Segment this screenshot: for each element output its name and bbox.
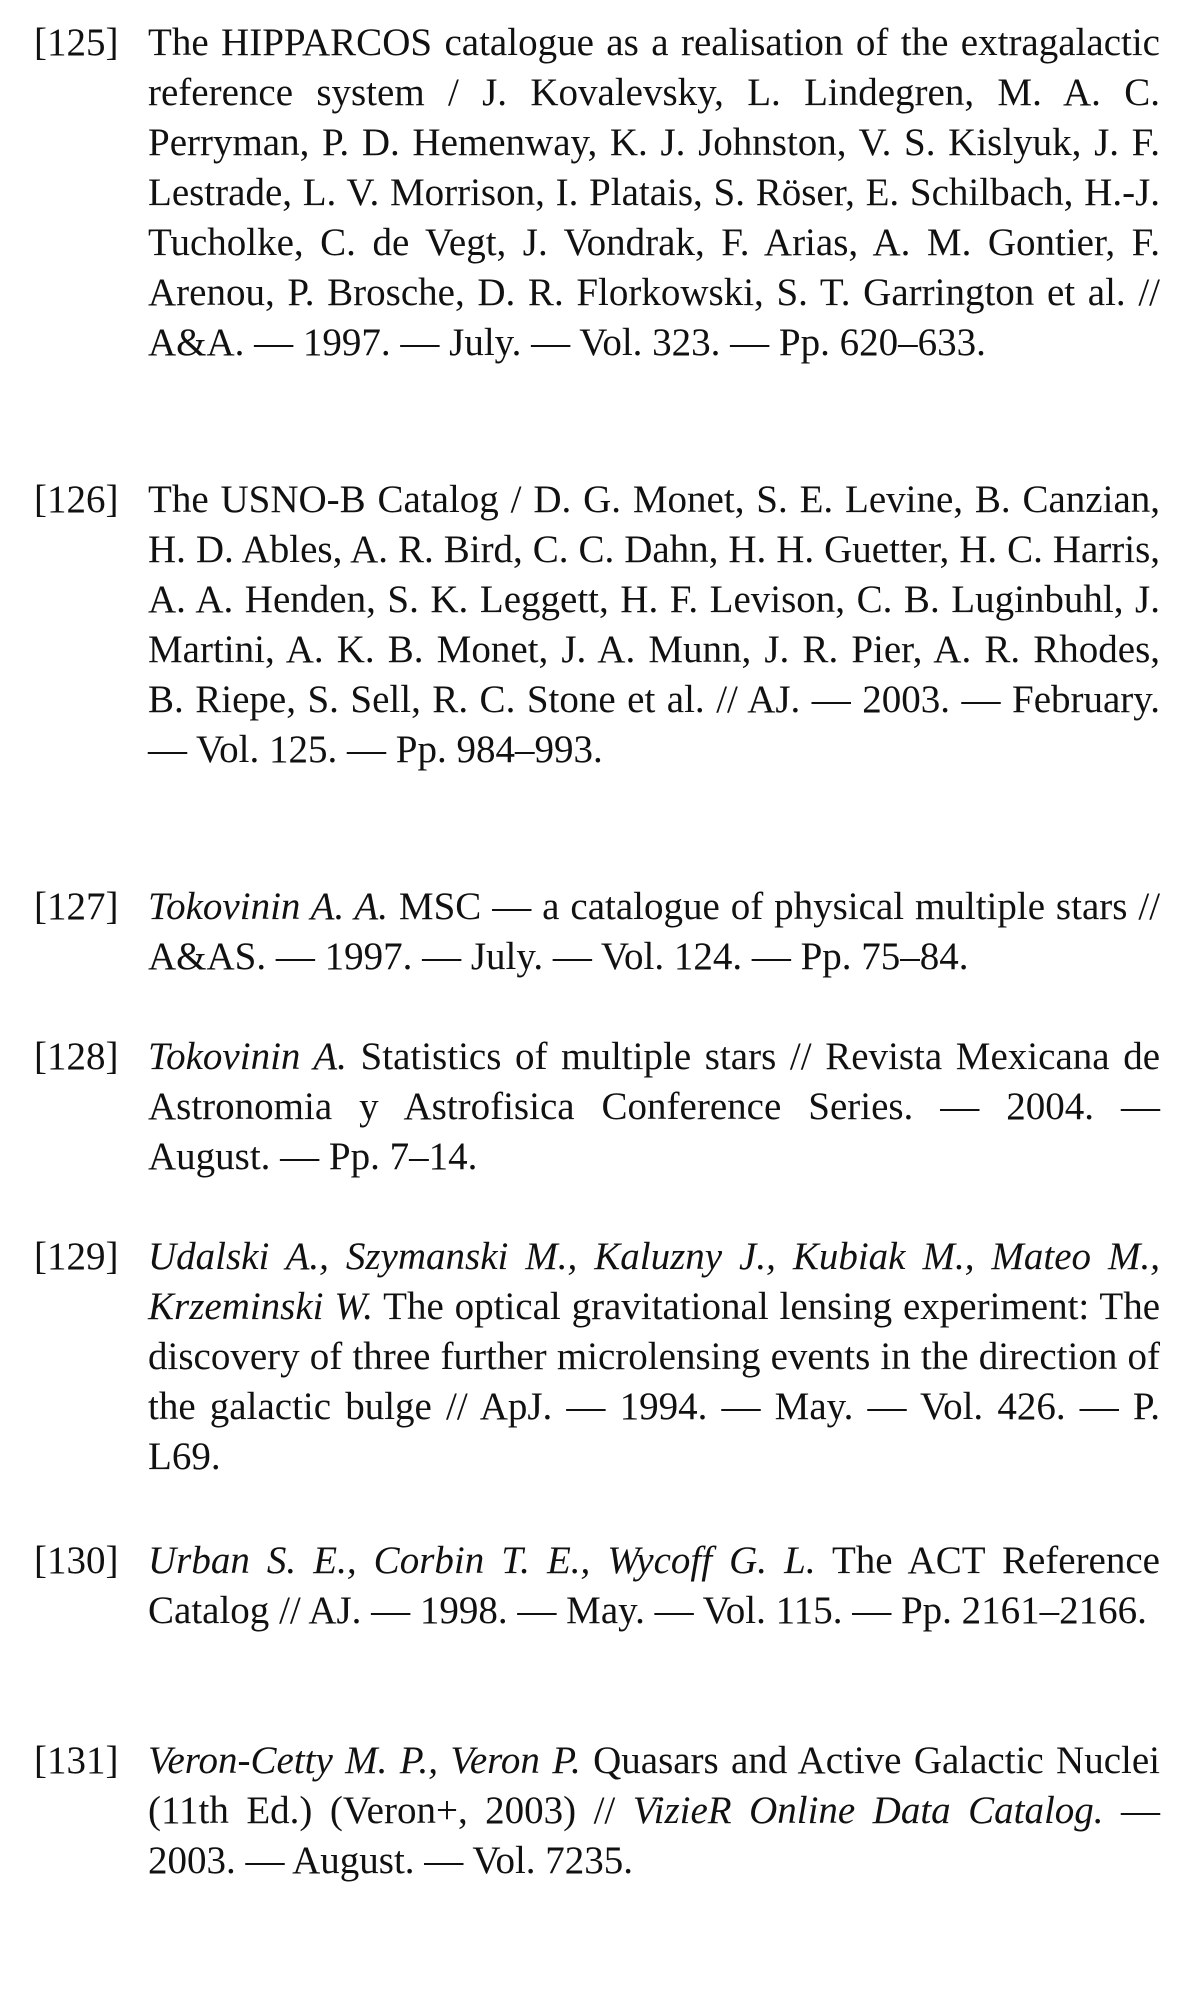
- reference-number: [131]: [34, 1739, 119, 1782]
- reference-title: The optical gravitational lensing experiment: The discovery of three further microlensing events in the direction of the galactic bulge: [148, 1285, 1161, 1428]
- reference-source-prefix: //: [593, 1789, 616, 1832]
- reference-item-131: [34, 1736, 1160, 1886]
- reference-text: [148, 475, 1160, 775]
- reference-text: [148, 1536, 1160, 1636]
- reference-item-130: [34, 1536, 1160, 1636]
- reference-source-journal: VizieR Online Data Catalog.: [632, 1789, 1104, 1832]
- reference-source: // ApJ. — 1994. — May. — Vol. 426. — P. L69.: [148, 1385, 1161, 1478]
- reference-title: The HIPPARCOS catalogue as a realisation of the extragalactic reference system: [148, 21, 1160, 114]
- reference-number: [126]: [34, 478, 119, 521]
- reference-source: // AJ. — 2003. — February. — Vol. 125. — Pp. 984–993.: [148, 678, 1161, 771]
- reference-title: The ACT Reference Catalog: [148, 1539, 1160, 1632]
- reference-item-128: [34, 1032, 1160, 1182]
- reference-title: MSC — a catalogue of physical multiple stars: [398, 885, 1128, 928]
- reference-item-127: [34, 882, 1160, 982]
- reference-text: [148, 1736, 1160, 1886]
- reference-source: // A&AS. — 1997. — July. — Vol. 124. — Pp. 75–84.: [148, 885, 1161, 978]
- reference-title: The USNO-B Catalog: [148, 478, 499, 521]
- reference-number: [128]: [34, 1035, 119, 1078]
- reference-number: [130]: [34, 1539, 119, 1582]
- reference-item-129: [34, 1232, 1160, 1482]
- reference-source: // AJ. — 1998. — May. — Vol. 115. — Pp. 2161–2166.: [279, 1589, 1147, 1632]
- reference-item-126: [34, 475, 1160, 775]
- reference-text: [148, 1232, 1160, 1482]
- reference-text: [148, 18, 1160, 368]
- reference-source: // A&A. — 1997. — July. — Vol. 323. — Pp. 620–633.: [148, 271, 1161, 364]
- reference-number: [125]: [34, 21, 119, 64]
- reference-text: [148, 1032, 1160, 1182]
- reference-item-125: [34, 18, 1160, 368]
- reference-authors: Udalski A., Szymanski M., Kaluzny J., Kubiak M., Mateo M., Krzeminski W.: [148, 1235, 1160, 1328]
- reference-authors: Tokovinin A.: [148, 1035, 347, 1078]
- reference-authors: Veron-Cetty M. P., Veron P.: [148, 1739, 581, 1782]
- reference-source: — 2003. — August. — Vol. 7235.: [148, 1789, 1161, 1882]
- reference-authors: / J. Kovalevsky, L. Lindegren, M. A. C. Perryman, P. D. Hemenway, K. J. Johnston, V. S. Kislyuk, J. F. Lestrade, L. V. Morrison, I. Platais, S. Röser, E. Schilbach, H.-J. Tucholke, C. de Vegt, J. Vondrak, F. Arias, A. M. Gontier, F. Arenou, P. Brosche, D. R. Florkowski, S. T. Garrington et al.: [148, 71, 1160, 314]
- reference-number: [127]: [34, 885, 119, 928]
- reference-authors: / D. G. Monet, S. E. Levine, B. Canzian, H. D. Ables, A. R. Bird, C. C. Dahn, H. H. Guetter, H. C. Harris, A. A. Henden, S. K. Leggett, H. F. Levison, C. B. Luginbuhl, J. Martini, A. K. B. Monet, J. A. Munn, J. R. Pier, A. R. Rhodes, B. Riepe, S. Sell, R. C. Stone et al.: [148, 478, 1161, 721]
- reference-authors: Urban S. E., Corbin T. E., Wycoff G. L.: [148, 1539, 816, 1582]
- reference-number: [129]: [34, 1235, 119, 1278]
- reference-source: // Revista Mexicana de Astronomia y Astrofisica Conference Series. — 2004. — August. — Pp. 7–14.: [148, 1035, 1161, 1178]
- reference-title: Statistics of multiple stars: [360, 1035, 777, 1078]
- reference-title: Quasars and Active Galactic Nuclei (11th Ed.) (Veron+, 2003): [148, 1739, 1161, 1832]
- reference-authors: Tokovinin A. A.: [148, 885, 388, 928]
- reference-text: [148, 882, 1160, 982]
